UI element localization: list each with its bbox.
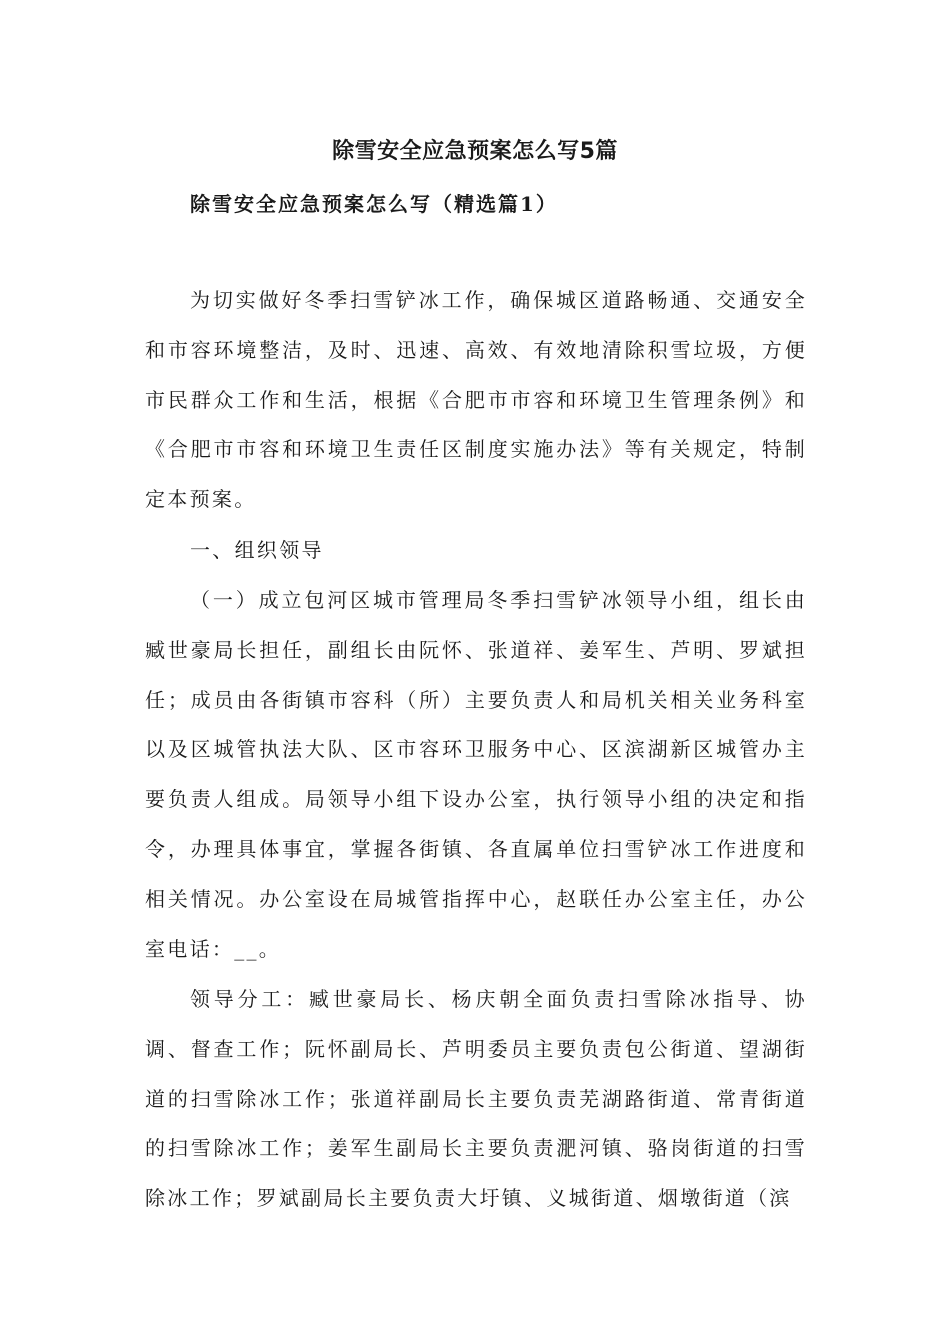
paragraph-leadership-division: 领导分工：臧世豪局长、杨庆朝全面负责扫雪除冰指导、协调、督查工作；阮怀副局长、芦明委员主要负责包公街道、望湖街道的扫雪除冰工作；张道祥副局长主要负责芜湖路街道、常青街道的扫雪除冰工作；姜军生副局长主要负责淝河镇、骆岗街道的扫雪除冰工作；罗斌副局长主要负责大圩镇、义城街道、烟墩街道（滨 [145,987,807,1211]
document-title: 除雪安全应急预案怎么写5篇 [332,139,618,164]
paragraph-heading-organization: 一、组织领导 [190,538,324,562]
paragraph-leadership-group: （一）成立包河区城市管理局冬季扫雪铲冰领导小组，组长由臧世豪局长担任，副组长由阮怀、张道祥、姜军生、芦明、罗斌担任；成员由各街镇市容科（所）主要负责人和局机关相关业务科室以及区城管执法大队、区市容环卫服务中心、区滨湖新区城管办主要负责人组成。局领导小组下设办公室，执行领导小组的决定和指令，办理具体事宜，掌握各街镇、各直属单位扫雪铲冰工作进度和相关情况。办公室设在局城管指挥中心，赵联任办公室主任，办公室电话：__。 [145,588,807,961]
paragraph-intro: 为切实做好冬季扫雪铲冰工作，确保城区道路畅通、交通安全和市容环境整洁，及时、迅速、高效、有效地清除积雪垃圾，方便市民群众工作和生活，根据《合肥市市容和环境卫生管理条例》和《合肥市市容和环境卫生责任区制度实施办法》等有关规定，特制定本预案。 [145,288,807,512]
section-heading: 除雪安全应急预案怎么写（精选篇1） [190,192,558,216]
